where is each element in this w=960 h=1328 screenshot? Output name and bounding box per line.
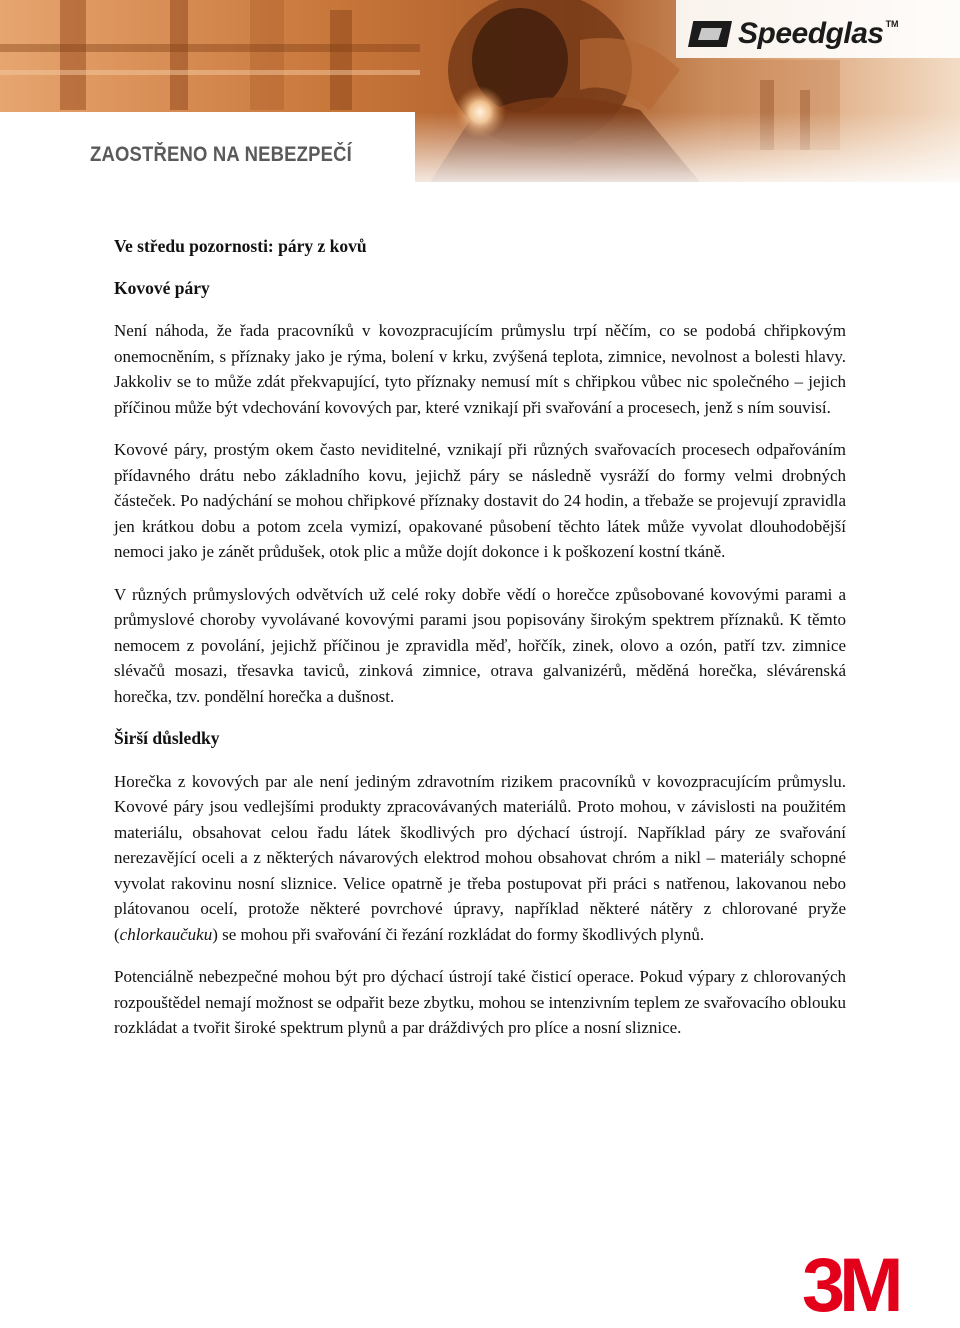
3m-logo: 3M	[802, 1243, 898, 1328]
brand-trademark: TM	[885, 19, 899, 29]
paragraph-4-start: Horečka z kovových par ale není jediným zdravotním rizikem pracovníků v kovozpracujícím průmyslu. Kovové páry jsou vedlejšími produkty zpracovávaných materiálů. Proto mohou, v závislosti na použitém materiálu, obsahovat celou řadu látek škodlivých pro dýchací ústrojí. Například páry ze svařování nerezavějící oceli a z některých návarových elektrod mohou obsahovat chróm a nikl – materiály schopné vyvolat rakovinu nosní sliznice. Velice opatrně je třeba postupovat při práci s natřenou, lakovanou nebo plátovanou ocelí, protože některé povrchové úpravy, například některé nátěry z chlorované pryže (	[114, 771, 846, 944]
paragraph-3: V různých průmyslových odvětvích už celé roky dobře vědí o horečce způsobované kovovými parami a průmyslové choroby vyvolávané kovovými parami jsou popisovány širokým spektrem příznaků. K těmto nemocem z povolání, jejichž příčinou je zpravidla měď, hořčík, zinek, olovo a ozón, patří tzv. zimnice slévačů mosazi, třesavka taviců, zinková zimnice, otrava galvanizérů, měděná horečka, slévárenská horečka, tzv. pondělní horečka a dušnost.	[114, 584, 846, 706]
paragraph-1: Není náhoda, že řada pracovníků v kovozpracujícím průmyslu trpí něčím, co se podobá chřipkovým onemocněním, s příznaky jako je rýma, bolení v krku, zvýšená teplota, zimnice, nevolnost a bolesti hlavy. Jakkoliv se to může zdát překvapující, tyto příznaky nemusí mít s chřipkou vůbec nic společného – jejich příčinou může být vdechování kovových par, které vznikají při svařování a procesech, jenž s ním souvisí.	[114, 321, 846, 417]
section-title-kovove-pary: Kovové páry	[114, 277, 210, 298]
paragraph-4-italic: chlorkaučuku	[119, 924, 213, 944]
paragraph-4-end: ) se mohou při svařování či řezání rozkládat do formy škodlivých plynů.	[212, 924, 705, 944]
article-heading: Ve středu pozornosti: páry z kovů	[114, 236, 367, 256]
speedglas-logo	[688, 14, 899, 54]
header-banner	[0, 0, 960, 182]
article	[114, 234, 846, 1041]
banner-title: ZAOSTŘENO NA NEBEZPEČÍ	[90, 143, 352, 166]
paragraph-2: Kovové páry, prostým okem často neviditelné, vznikají při různých svařovacích procesech odpařováním přídavného drátu nebo základního kovu, jejichž páry se následně vysráží do formy velmi drobných částeček. Po nadýchání se mohou chřipkové příznaky dostavit do 24 hodin, a třebaže se projevují zpravidla jen krátkou dobu a potom zcela vymizí, opakované působení těchto látek může vyvolat dlouhodobější nemoci jako je zánět průdušek, otok plic a může dojít dokonce i k poškození kostní tkáně.	[114, 440, 846, 561]
speedglas-mark-icon	[688, 21, 732, 47]
brand-name: Speedglas	[738, 17, 884, 50]
section-title-sirsi-dusledky: Širší důsledky	[114, 728, 220, 748]
paragraph-5: Potenciálně nebezpečné mohou být pro dýchací ústrojí také čisticí operace. Pokud výpary z chlorovaných rozpouštědel nemají možnost se odpařit beze zbytku, mohou se intenzivním teplem ze svařovacího oblouku rozkládat a tvořit široké spektrum plynů a par dráždivých pro plíce a nosní sliznice.	[114, 967, 846, 1037]
paragraph-4	[114, 769, 846, 948]
